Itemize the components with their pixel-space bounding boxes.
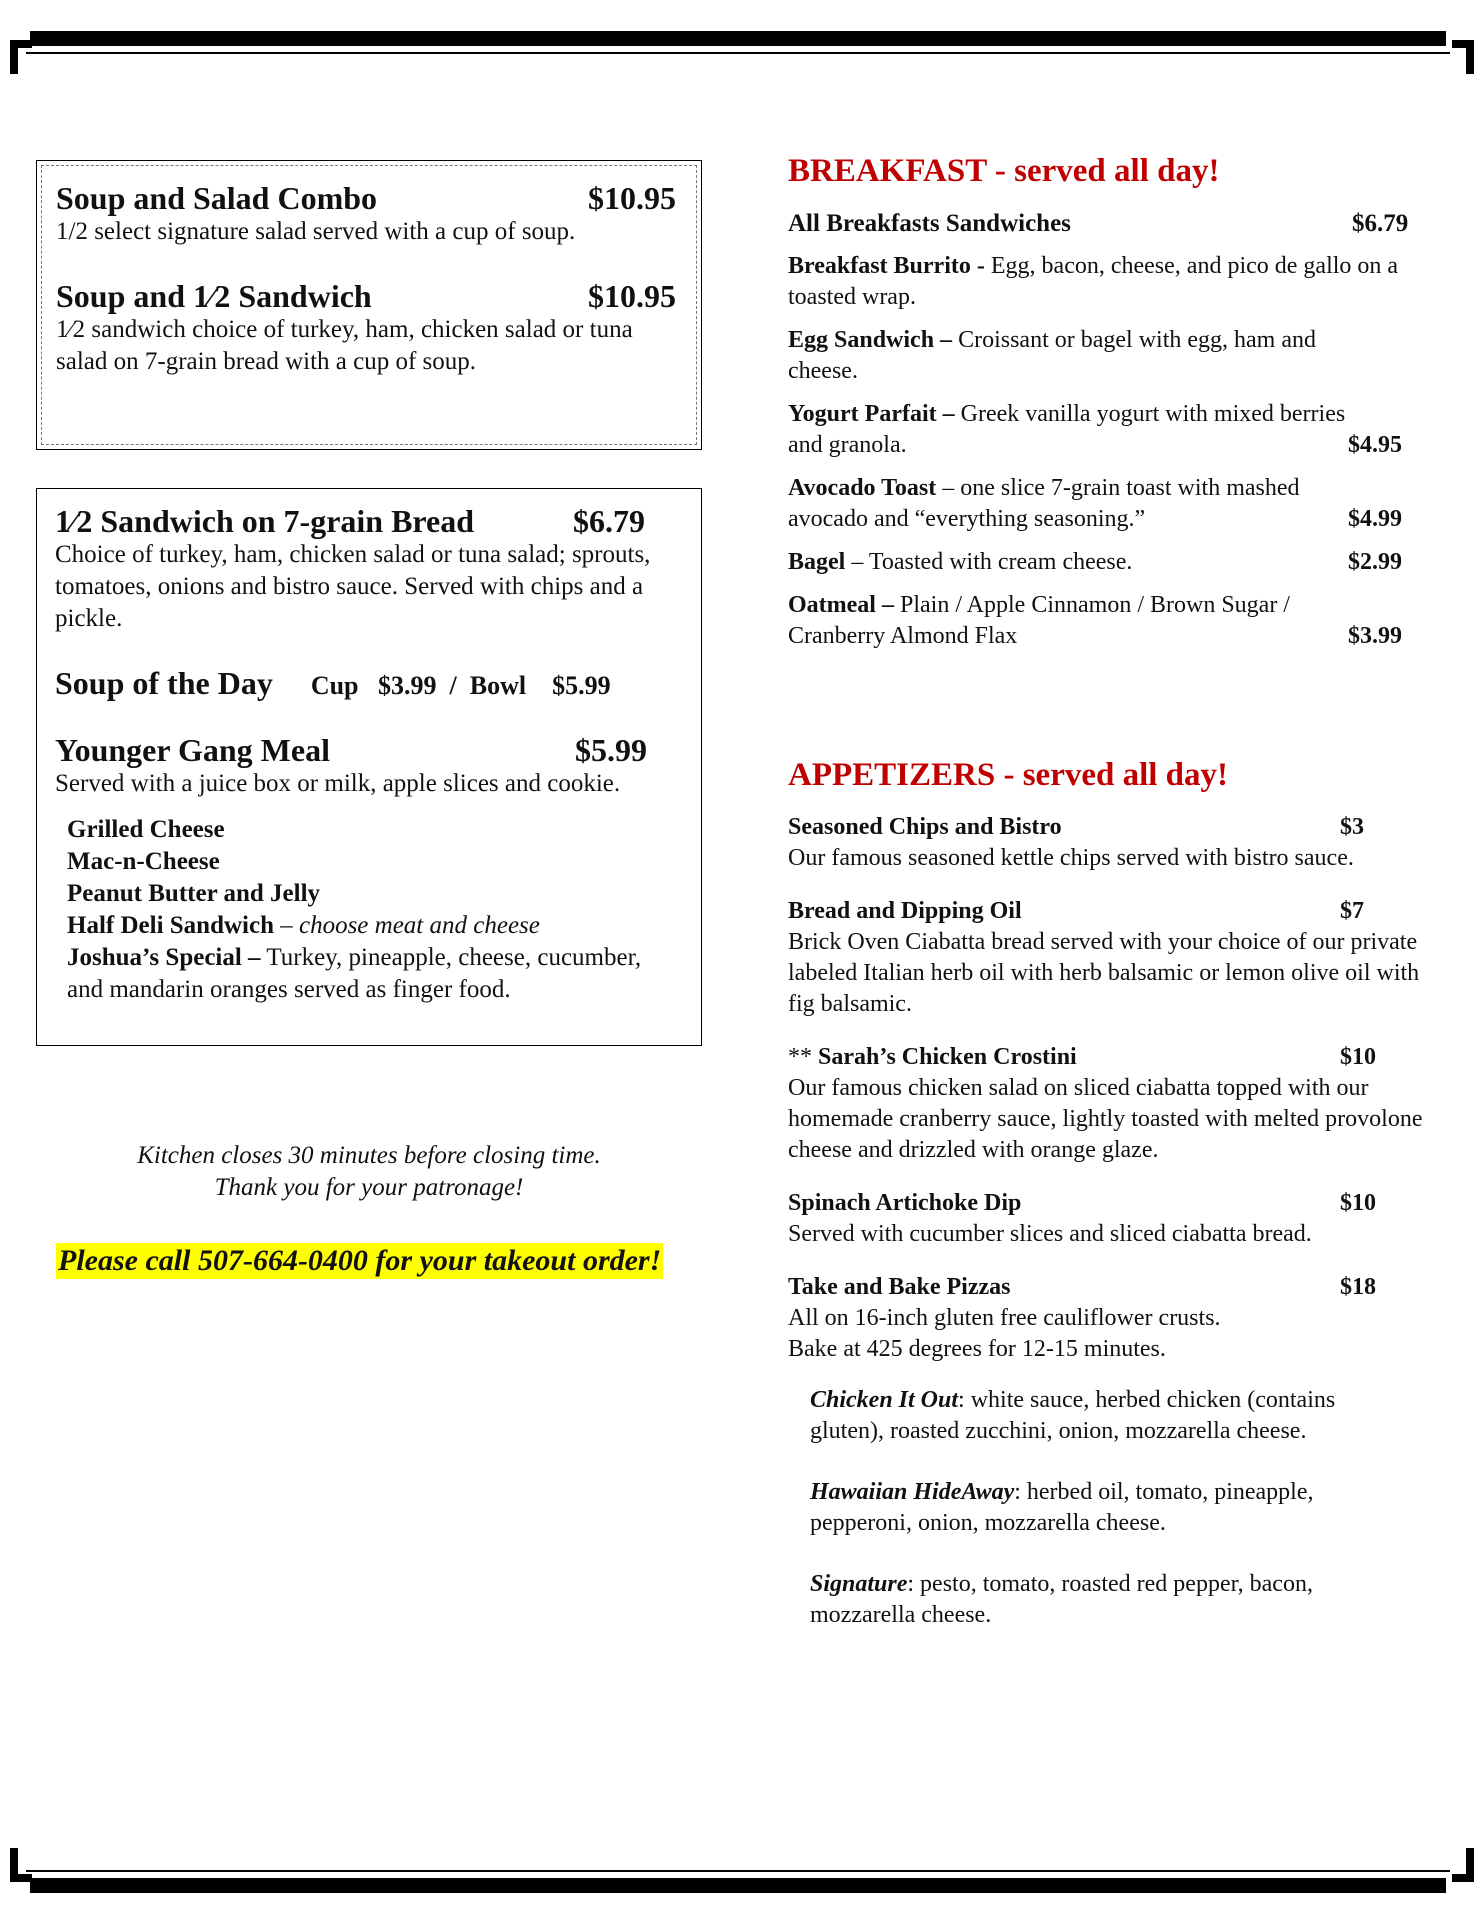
pizza-entry: Take and Bake Pizzas $18 All on 16-inch gluten free cauliflower crusts. Bake at 425 degrees for 12-15 minutes.	[788, 1272, 1448, 1365]
bread-price: $7	[1340, 898, 1364, 924]
breakfast-section	[788, 152, 1448, 652]
half-sandwich-price: $6.79	[573, 503, 645, 539]
bottom-border-thick	[30, 1878, 1446, 1893]
pizza-item: Chicken It Out: white sauce, herbed chicken (contains gluten), roasted zucchini, onion, mozzarella cheese.	[810, 1387, 1336, 1444]
bagel-price: $2.99	[1348, 549, 1402, 575]
corner-top-left	[10, 40, 32, 74]
younger-desc: Served with a juice box or milk, apple slices and cookie.	[55, 770, 621, 797]
soup-of-day-options	[311, 671, 611, 701]
bowl-label: Bowl	[469, 671, 527, 700]
corner-top-right	[1452, 40, 1474, 74]
crostini-price: $10	[1340, 1044, 1376, 1070]
crostini-entry: ** Sarah’s Chicken Crostini $10 Our famous chicken salad on sliced ciabatta topped with our homemade cranberry sauce, lightly toasted with melted provolone cheese and drizzled with orange glaze.	[788, 1044, 1423, 1163]
half-sandwich-desc: Choice of turkey, ham, chicken salad or tuna salad; sprouts, tomatoes, onions and bistro sauce. Served with chips and a pickle.	[55, 541, 651, 632]
avocado-price: $4.99	[1348, 506, 1402, 532]
parfait-entry: Yogurt Parfait – Greek vanilla yogurt with mixed berries and granola. $4.95	[788, 399, 1448, 461]
oatmeal-entry: Oatmeal – Plain / Apple Cinnamon / Brown Sugar / Cranberry Almond Flax $3.99	[788, 590, 1448, 652]
appetizers-title: APPETIZERS - served all day!	[788, 757, 1229, 793]
chips-price: $3	[1340, 814, 1364, 840]
kids-menu-list	[67, 814, 683, 1006]
pizza-price: $18	[1340, 1274, 1376, 1300]
soup-of-day-title: Soup of the Day	[55, 665, 273, 701]
younger-price: $5.99	[575, 732, 647, 768]
bagel-entry: Bagel – Toasted with cream cheese. $2.99	[788, 547, 1448, 578]
half-sandwich-title: 1⁄2 Sandwich on 7-grain Bread	[55, 503, 475, 539]
sandwich-box	[36, 488, 702, 1046]
appetizers-section	[788, 756, 1448, 1631]
avocado-entry: Avocado Toast – one slice 7-grain toast with mashed avocado and “everything seasoning.” $4.99	[788, 473, 1448, 535]
pizza-item: Hawaiian HideAway: herbed oil, tomato, pineapple, pepperoni, onion, mozzarella cheese.	[810, 1479, 1314, 1536]
takeout-callout: Please call 507-664-0400 for your takeout order!	[58, 1244, 662, 1277]
dip-entry: Spinach Artichoke Dip $10 Served with cucumber slices and sliced ciabatta bread.	[788, 1188, 1448, 1250]
all-breakfast-label: All Breakfasts Sandwiches	[788, 210, 1071, 237]
dip-price: $10	[1340, 1190, 1376, 1216]
younger-heading	[55, 732, 683, 768]
soup-half-title: Soup and 1⁄2 Sandwich	[56, 278, 372, 314]
younger-title: Younger Gang Meal	[55, 732, 330, 768]
bowl-price: $5.99	[552, 671, 611, 700]
soup-half-price: $10.95	[588, 278, 676, 314]
combo-box	[36, 160, 702, 450]
parfait-price: $4.95	[1348, 432, 1402, 458]
note-line: Kitchen closes 30 minutes before closing time.	[137, 1142, 601, 1169]
soup-half-heading	[56, 278, 684, 314]
cup-label: Cup	[310, 671, 359, 700]
top-border-thin	[26, 52, 1450, 54]
corner-bottom-right	[1452, 1848, 1474, 1882]
burrito-entry: Breakfast Burrito - Egg, bacon, cheese, and pico de gallo on a toasted wrap.	[788, 253, 1399, 310]
pizza-item: Signature: pesto, tomato, roasted red pepper, bacon, mozzarella cheese.	[810, 1571, 1313, 1628]
list-item: Grilled Cheese	[67, 816, 225, 843]
note-line: Thank you for your patronage!	[214, 1174, 524, 1201]
all-breakfast-price: $6.79	[1352, 210, 1409, 237]
half-sandwich-heading	[55, 503, 683, 539]
chips-entry: Seasoned Chips and Bistro $3 Our famous seasoned kettle chips served with bistro sauce.	[788, 812, 1448, 874]
top-border-thick	[30, 31, 1446, 46]
kitchen-notes	[36, 1140, 702, 1204]
bread-entry: Bread and Dipping Oil $7 Brick Oven Ciabatta bread served with your choice of our private labeled Italian herb oil with herb balsamic or lemon olive oil with fig balsamic.	[788, 898, 1420, 1017]
combo-heading	[56, 180, 684, 216]
combo-price: $10.95	[588, 180, 676, 216]
size-separator: /	[449, 671, 457, 700]
cup-price: $3.99	[378, 671, 437, 700]
combo-title: Soup and Salad Combo	[56, 180, 378, 216]
list-item: Mac-n-Cheese	[67, 848, 220, 875]
bottom-border-thin	[26, 1870, 1450, 1872]
all-breakfast-row	[788, 208, 1448, 239]
corner-bottom-left	[10, 1848, 32, 1882]
breakfast-title: BREAKFAST - served all day!	[788, 153, 1220, 189]
soup-of-day-heading	[55, 665, 683, 702]
egg-sandwich-entry: Egg Sandwich – Croissant or bagel with egg, ham and cheese.	[788, 327, 1316, 384]
soup-half-desc: 1⁄2 sandwich choice of turkey, ham, chicken salad or tuna salad on 7-grain bread with a cup of soup.	[56, 316, 633, 375]
list-item: Joshua’s Special – Turkey, pineapple, cheese, cucumber, and mandarin oranges served as finger food.	[67, 944, 642, 1003]
oatmeal-price: $3.99	[1348, 623, 1402, 649]
list-item: Peanut Butter and Jelly	[67, 880, 321, 907]
combo-desc: 1/2 select signature salad served with a cup of soup.	[56, 218, 576, 245]
list-item: Half Deli Sandwich – choose meat and cheese	[67, 912, 540, 939]
